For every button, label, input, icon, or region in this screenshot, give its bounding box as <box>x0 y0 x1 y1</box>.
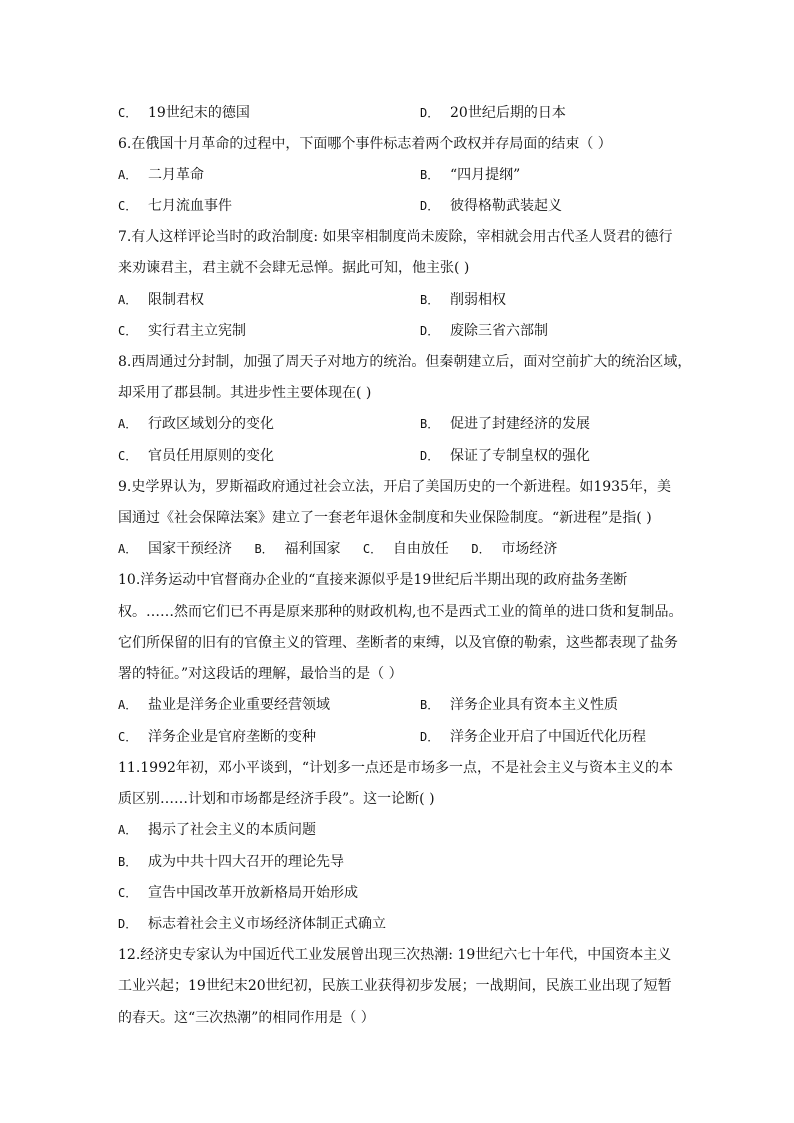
q10-stem-line2: 权。……然而它们已不再是原来那种的财政机构,也不是西式工业的简单的进口货和复制品。 <box>118 604 683 620</box>
q6-options-row-ab <box>118 165 678 185</box>
q6-option-d[interactable]: D． 彼得格勒武装起义 <box>420 198 562 214</box>
q8-option-a[interactable]: A． 行政区域划分的变化 <box>118 416 274 432</box>
q8-option-d[interactable]: D． 保证了专制皇权的强化 <box>420 448 590 464</box>
q8-options-row-cd <box>118 446 678 466</box>
q10-stem-line1: 10.洋务运动中官督商办企业的“直接来源似乎是19世纪后半期出现的政府盐务垄断 <box>118 572 628 588</box>
q8-options-row-ab <box>118 414 678 434</box>
q10-option-c[interactable]: C． 洋务企业是官府垄断的变种 <box>118 729 316 745</box>
q8-option-b[interactable]: B． 促进了封建经济的发展 <box>420 416 590 432</box>
q10-options-row-cd <box>118 727 678 747</box>
q5-option-d[interactable]: D． 20世纪后期的日本 <box>420 105 566 121</box>
q5-options-row-cd <box>118 103 678 123</box>
q7-option-c[interactable]: C． 实行君主立宪制 <box>118 323 246 339</box>
q7-stem-line1: 7.有人这样评论当时的政治制度: 如果宰相制度尚未废除，宰相就会用古代圣人贤君的德行 <box>118 229 673 245</box>
q7-stem-line2: 来劝谏君主，君主就不会肆无忌惮。据此可知，他主张( ) <box>118 260 470 276</box>
q10-option-d[interactable]: D． 洋务企业开启了中国近代化历程 <box>420 729 646 745</box>
q7-option-d[interactable]: D． 废除三省六部制 <box>420 323 548 339</box>
q11-option-c[interactable]: C． 宣告中国改革开放新格局开始形成 <box>118 885 358 901</box>
q6-stem: 6.在俄国十月革命的过程中，下面哪个事件标志着两个政权并存局面的结束（ ） <box>118 136 612 152</box>
q6-option-b[interactable]: B． “四月提纲” <box>420 167 521 183</box>
q5-option-c[interactable]: C． 19世纪末的德国 <box>118 105 250 121</box>
q6-option-a[interactable]: A． 二月革命 <box>118 167 204 183</box>
q10-stem-line3: 它们所保留的旧有的官僚主义的管理、垄断者的束缚，以及官僚的勒索，这些都表现了盐务 <box>118 635 678 651</box>
q9-stem-line1: 9.史学界认为，罗斯福政府通过社会立法，开启了美国历史的一个新进程。如1935年，美 <box>118 479 671 495</box>
q11-stem-line1: 11.1992年初，邓小平谈到，“计划多一点还是市场多一点，不是社会主义与资本主义的本 <box>118 760 674 776</box>
q9-options-row <box>118 539 575 559</box>
q10-option-a[interactable]: A． 盐业是洋务企业重要经营领域 <box>118 697 330 713</box>
q7-option-b[interactable]: B． 削弱相权 <box>420 292 506 308</box>
q7-options-row-cd <box>118 321 678 341</box>
q10-options-row-ab <box>118 695 678 715</box>
q10-stem-line4: 署的特征。”对这段话的理解，最恰当的是（ ） <box>118 666 403 682</box>
q6-option-c[interactable]: C． 七月流血事件 <box>118 198 232 214</box>
q9-stem-line2: 国通过《社会保障法案》建立了一套老年退休金制度和失业保险制度。“新进程”是指( ) <box>118 510 652 526</box>
q8-option-c[interactable]: C． 官员任用原则的变化 <box>118 448 274 464</box>
q9-option-b[interactable]: B． 福利国家 <box>254 541 341 557</box>
q10-option-b[interactable]: B． 洋务企业具有资本主义性质 <box>420 697 618 713</box>
q8-stem-line2: 却采用了郡县制。其进步性主要体现在( ) <box>118 385 372 401</box>
q6-options-row-cd <box>118 196 678 216</box>
q7-option-a[interactable]: A． 限制君权 <box>118 292 204 308</box>
q12-stem-line2: 工业兴起；19世纪末20世纪初，民族工业获得初步发展；一战期间，民族工业出现了短暂 <box>118 978 672 994</box>
q7-options-row-ab <box>118 290 678 310</box>
q11-option-b[interactable]: B． 成为中共十四大召开的理论先导 <box>118 854 344 870</box>
q9-option-a[interactable]: A． 国家干预经济 <box>118 541 232 557</box>
q12-stem-line3: 的春天。这“三次热潮”的相同作用是（ ） <box>118 1010 375 1026</box>
q9-option-d[interactable]: D． 市场经济 <box>471 541 558 557</box>
q12-stem-line1: 12.经济史专家认为中国近代工业发展曾出现三次热潮: 19世纪六七十年代，中国资本主义 <box>118 947 672 963</box>
q11-stem-line2: 质区别……计划和市场都是经济手段”。这一论断( ) <box>118 791 435 807</box>
q11-option-d[interactable]: D． 标志着社会主义市场经济体制正式确立 <box>118 916 386 932</box>
q11-option-a[interactable]: A． 揭示了社会主义的本质问题 <box>118 822 316 838</box>
q8-stem-line1: 8.西周通过分封制，加强了周天子对地方的统治。但秦朝建立后，面对空前扩大的统治区域， <box>118 354 692 370</box>
q9-option-c[interactable]: C． 自由放任 <box>362 541 449 557</box>
